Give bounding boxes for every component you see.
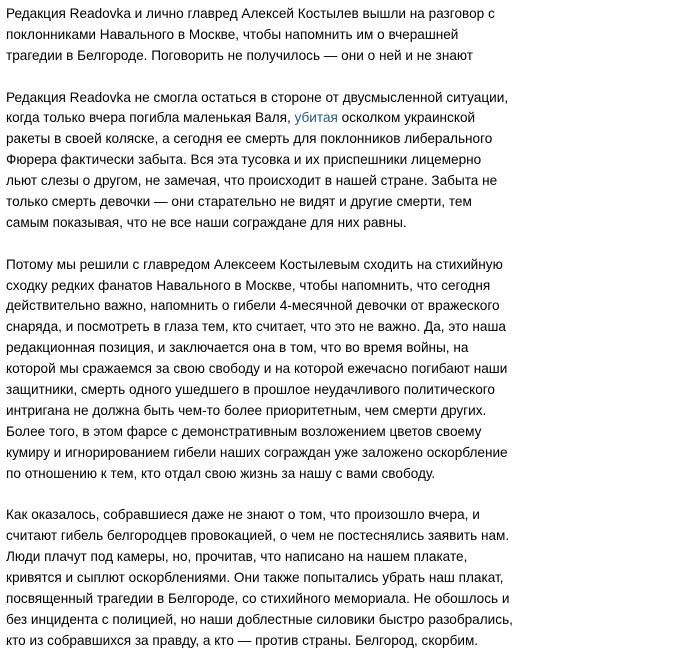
text-line: трагедии в Белгороде. Поговорить не получилось — они о ней и не знают [6, 47, 474, 63]
text-line-with-link [6, 108, 686, 129]
text-segment: осколком украинской [337, 110, 476, 126]
text-line: без инцидента с полицией, но наши доблестные силовики быстро разобрались, [6, 611, 513, 627]
text-line: интригана не должна быть чем-то более приоритетным, чем смерти других. [6, 402, 487, 418]
text-line: считают гибель белгородцев провокацией, о чем не постеснялись заявить нам. [6, 528, 510, 544]
paragraph-outcome [6, 505, 686, 651]
text-line: которой мы сражаемся за свою свободу и на которой ежечасно погибают наши [6, 361, 508, 377]
text-line: самым показывая, что не все наши сограждане для них равны. [6, 214, 407, 230]
text-line: Редакция Readovka и лично главред Алексей Костылев вышли на разговор с [6, 6, 495, 21]
killed-link[interactable]: убитая [294, 110, 338, 126]
text-line: кривятся и сыплют оскорблениями. Они также попытались убрать наш плакат, [6, 570, 504, 586]
text-line: только смерть девочки — они старательно не видят и другие смерти, тем [6, 194, 472, 210]
text-line: льют слезы о другом, не замечая, что происходит в нашей стране. Забыта не [6, 173, 498, 189]
text-line: Люди плачут под камеры, но, прочитав, что написано на нашем плакате, [6, 549, 468, 565]
text-line: кто из собравшихся за правду, а кто — против страны. Белгород, скорбим. [6, 632, 479, 648]
text-line: действительно важно, напомнить о гибели 4-месячной девочки от вражеского [6, 298, 500, 314]
text-line: ракеты в своей коляске, а сегодня ее смерть для поклонников либерального [6, 131, 493, 147]
text-line: редакционная позиция, и заключается она в том, что во время войны, на [6, 340, 469, 356]
text-line: посвященный трагедии в Белгороде, со стихийного мемориала. Не обошлось и [6, 590, 510, 606]
text-line: Как оказалось, собравшиеся даже не знают о том, что произошло вчера, и [6, 507, 480, 523]
text-line: поклонниками Навального в Москве, чтобы напомнить им о вчерашней [6, 26, 459, 42]
text-line: снаряда, и посмотреть в глаза тем, кто считает, что это не важно. Да, это наша [6, 319, 506, 335]
text-line: Редакция Readovka не смогла остаться в стороне от двусмысленной ситуации, [6, 89, 509, 105]
paragraph-position [6, 255, 686, 485]
text-line: Фюрера фактически забыта. Вся эта тусовка и их приспешники лицемерно [6, 152, 482, 168]
text-line: сходку редких фанатов Навального в Москве, чтобы напомнить, что сегодня [6, 277, 491, 293]
text-line: кумиру и игнорированием гибели наших сограждан уже заложено оскорбление [6, 444, 508, 460]
paragraph-situation [6, 88, 686, 234]
text-line: защитники, смерть одного ушедшего в прошлое неудачливого политического [6, 382, 495, 398]
text-line: Потому мы решили с главредом Алексеем Костылевым сходить на стихийную [6, 256, 503, 272]
paragraph-intro [6, 4, 686, 67]
text-segment: когда только вчера погибла маленькая Валя, [6, 110, 295, 126]
text-line: Более того, в этом фарсе с демонстративным возложением цветов своему [6, 423, 482, 439]
text-line: по отношению к тем, кто отдал свою жизнь за нашу с вами свободу. [6, 465, 436, 481]
